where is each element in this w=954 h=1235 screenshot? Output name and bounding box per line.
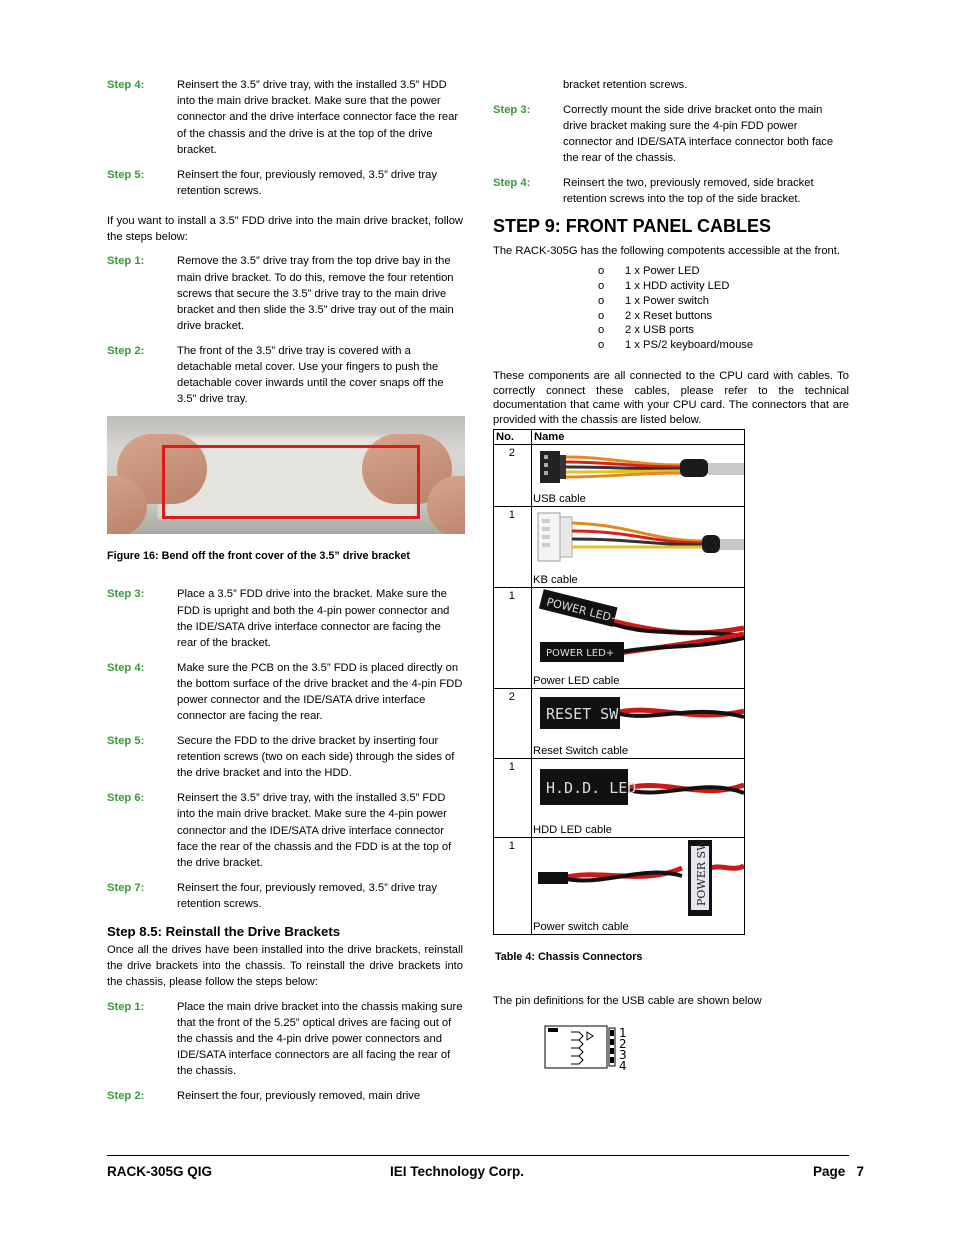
footer-doc-title: RACK-305G QIG [107,1164,213,1179]
step-text: bracket retention screws. [563,79,688,91]
step-item-continued [493,77,849,93]
bullet: o [598,294,605,307]
step-label: Step 3: [107,588,145,601]
step-label: Step 5: [107,734,145,747]
drive-tray-photo [107,416,465,534]
row-name: Reset Switch cable [533,745,629,758]
reset-sw-label: RESET SW [546,705,619,724]
list-item-text: 1 x PS/2 keyboard/mouse [625,339,754,352]
list-item-text: 2 x USB ports [625,324,695,337]
usb-pin-diagram [543,1022,643,1072]
list-item [598,338,849,353]
power-led-minus-label: POWER LED− [545,595,622,627]
pin-number: 2 [619,1036,627,1051]
step-label: Step 4: [493,177,531,190]
reset-switch-cable-photo [532,689,744,741]
pin-number: 4 [619,1058,627,1072]
usb-cable-photo [532,445,744,489]
list-item-text: 2 x Reset buttons [625,309,713,322]
table-row [494,588,745,689]
list-item [598,279,849,294]
power-switch-cable-photo [532,838,744,918]
step-label: Step 7: [107,881,145,894]
components-intro: The RACK-305G has the following compotents accessible at the front. [493,244,840,257]
step-text: Correctly mount the side drive bracket onto the main drive bracket making sure the 4-pin FDD power connector and IDE/SATA interface connector both face the rear of the chassis. [563,103,834,165]
row-name-cell [532,507,745,588]
step-label: Step 1: [107,1000,145,1013]
step-label: Step 1: [107,255,145,268]
list-item-text: 1 x Power switch [625,294,709,307]
row-count: 2 [494,689,532,759]
table-row [494,759,745,838]
bullet: o [598,265,605,278]
footer-page-number: Page 7 [813,1164,865,1179]
table-row [494,689,745,759]
row-name-cell [532,445,745,507]
row-name: Power LED cable [533,675,620,688]
table-row [494,445,745,507]
column-header-no: No. [494,430,532,445]
pin-number: 1 [619,1025,627,1040]
power-sw-label: POWER SW [695,839,708,907]
row-count: 1 [494,838,532,935]
pin-definition-section [493,993,849,1076]
list-item [598,323,849,338]
step-label: Step 4: [107,661,145,674]
row-name: KB cable [533,574,578,587]
bullet: o [598,324,605,337]
fdd-intro: If you want to install a 3.5” FDD drive into the main drive bracket, follow the steps below: [107,214,463,244]
step-item [107,167,463,199]
list-item [598,294,849,309]
step-label: Step 6: [107,792,145,805]
row-name: USB cable [533,493,586,506]
row-name-cell [532,838,745,935]
list-item [598,309,849,324]
chassis-connectors-table [493,429,745,935]
column-header-name: Name [532,430,745,445]
step-item [107,660,463,725]
power-led-cable-photo [532,588,744,670]
step-item [493,102,849,167]
step-item [107,733,463,782]
step-item [107,343,463,408]
bullet: o [598,309,605,322]
step-label: Step 3: [493,103,531,116]
hdd-led-label: H.D.D. LED [546,779,637,798]
highlight-box [162,445,420,519]
step-item [493,175,849,207]
step-label: Step 2: [107,1090,145,1103]
pin-definition-text: The pin definitions for the USB cable are shown below [493,995,762,1008]
row-name-cell [532,588,745,689]
table-caption: Table 4: Chassis Connectors [495,951,643,964]
figure-caption: Figure 16: Bend off the front cover of the 3.5” drive bracket [107,550,410,563]
step-text: The front of the 3.5” drive tray is covered with a detachable metal cover. Use your fingers to push the detachable cover inwards until the cover snaps off the 3.5” drive tray. [177,344,444,406]
list-item-text: 1 x Power LED [625,265,700,278]
pin-number: 3 [619,1047,627,1062]
step-item [107,999,463,1080]
right-column [493,77,849,1077]
section-intro: Once all the drives have been installed into the drive brackets, reinstall the drive brackets into the chassis. To reinstall the drive brackets into the chassis, please follow the steps below: [107,944,463,989]
row-name: HDD LED cable [533,824,612,837]
step-label: Step 2: [107,344,145,357]
hdd-led-cable-photo [532,759,744,819]
step-label: Step 4: [107,79,145,91]
step-item [107,586,463,651]
connect-text: These components are all connected to the CPU card with cables. To correctly connect these cables, please refer to the technical documentation that came with your CPU card. The connectors that are provided with the chassis are listed below. [493,369,849,426]
step-item [107,1088,463,1104]
step-text: Reinsert the 3.5” drive tray, with the installed 3.5” FDD into the main drive bracket. Make sure the 4-pin power connector and the IDE/SATA drive interface connector face the rear of the chassis and the FDD is at the top of the drive bracket. [177,792,452,869]
step-text: Place the main drive bracket into the chassis making sure that the front of the 5.25” optical drives are facing out of the chassis and the 4-pin drive power connectors and IDE/SATA interface connectors are all facing the rear of the chassis. [177,1000,463,1078]
row-name-cell [532,689,745,759]
left-column [107,77,463,1113]
step-item [107,790,463,871]
row-name: Power switch cable [533,921,629,934]
step-label: Step 5: [107,168,145,181]
row-count: 1 [494,759,532,838]
step-item [107,880,463,912]
step-text: Reinsert the four, previously removed, 3.5” drive tray retention screws. [177,168,437,197]
step-text: Reinsert the four, previously removed, 3.5” drive tray retention screws. [177,881,437,910]
step-item [107,253,463,334]
step-text: Place a 3.5” FDD drive into the bracket. Make sure the FDD is upright and both the 4-pin power connector and the IDE/SATA drive interface connector are facing the rear of the bracket. [177,588,450,649]
power-led-plus-label: POWER LED+ [546,648,615,660]
row-name-cell [532,759,745,838]
step-text: Make sure the PCB on the 3.5” FDD is placed directly on the bottom surface of the drive bracket and the 4-pin FDD power connector and the IDE/SATA drive interface connector are facing the rear. [177,661,463,723]
step-text: Reinsert the four, previously removed, main drive [177,1090,421,1103]
section-title: Step 8.5: Reinstall the Drive Brackets [107,924,341,940]
section-heading: STEP 9: FRONT PANEL CABLES [493,215,772,236]
table-header-row [494,430,745,445]
row-count: 1 [494,507,532,588]
step-text: Reinsert the 3.5” drive tray, with the installed 3.5” HDD into the main drive bracket. Make sure that the power connector and the drive interface connector face the rear of the chassis and the drive is at the top of the drive bracket. [177,79,459,156]
row-count: 2 [494,445,532,507]
list-item [598,264,849,279]
footer-company: IEI Technology Corp. [390,1164,525,1179]
step-text: Reinsert the two, previously removed, side bracket retention screws into the top of the side bracket. [563,177,814,206]
list-item-text: 1 x HDD activity LED [625,279,730,292]
footer-divider [107,1155,849,1156]
table-row [494,838,745,935]
kb-cable-photo [532,507,744,569]
component-list [598,264,849,353]
step-text: Remove the 3.5” drive tray from the top drive bay in the main drive bracket. To do this, remove the four retention screws that secure the 3.5” drive tray to the main drive bracket and then slide the 3.5” drive tray out of the main drive bracket. [177,255,454,333]
bullet: o [598,279,605,292]
table-row [494,507,745,588]
row-count: 1 [494,588,532,689]
bullet: o [598,339,605,352]
step-text: Secure the FDD to the drive bracket by inserting four retention screws (two on each side) through the sides of the drive bracket and into the HDD. [177,734,455,780]
step-item [107,77,463,158]
